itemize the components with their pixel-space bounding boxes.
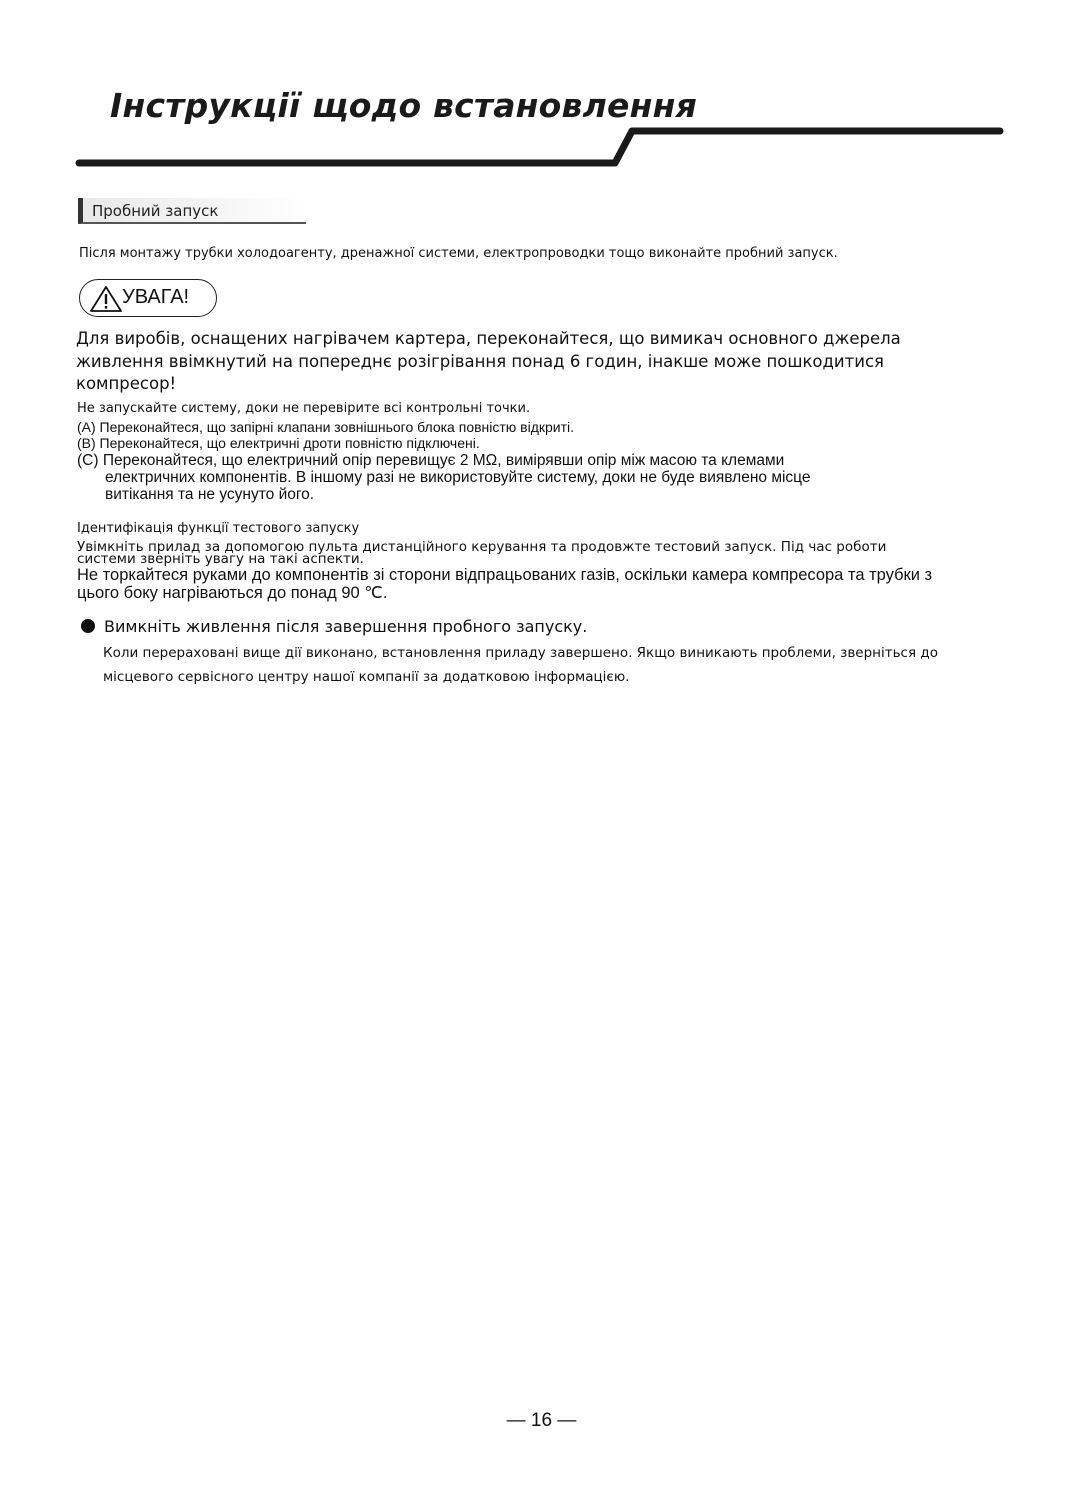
warning-line: Для виробів, оснащених нагрівачем картера, переконайтеся, що вимикач основного джерела [76,329,901,348]
warning-line: живлення ввімкнутий на попереднє розігрівання понад 6 годин, інакше може пошкодитися [76,351,884,371]
warning-label: УВАГА! [122,286,190,308]
test-function-text: системи зверніть увагу на такі аспекти. [77,551,364,567]
section-heading [78,198,306,224]
warning-triangle-icon [89,285,123,313]
title-rule [0,0,1083,200]
test-function-warning: цього боку нагріваються до понад 90 ℃. [77,584,388,602]
shutdown-bullet-text: Вимкніть живлення після завершення пробного запуску. [104,617,588,636]
test-function-warning: Не торкайтеся руками до компонентів зі сторони відпрацьованих газів, оскільки камера компресора та трубки з [77,566,933,584]
bullet-icon [81,619,95,633]
checklist-item-b: (В) Переконайтеся, що електричні дроти повністю підключені. [77,435,480,451]
shutdown-text: місцевого сервісного центру нашої компанії за додатковою інформацією. [103,669,630,685]
page-number: — 16 — [506,1410,577,1431]
checklist-intro: Не запускайте систему, доки не перевірите всі контрольні точки. [77,401,531,416]
test-function-heading: Ідентифікація функції тестового запуску [77,521,360,536]
warning-text [76,328,956,396]
checklist-item-c-cont: витікання та не усунуто його. [105,486,315,503]
checklist-item-c: (C) Переконайтеся, що електричний опір перевищує 2 MΩ, вимірявши опір між масою та клемами [77,452,785,469]
page-title: Інструкції щодо встановлення [110,86,697,125]
shutdown-text: Коли перераховані вище дії виконано, встановлення приладу завершено. Якщо виникають проблеми, зверніться до [103,645,938,661]
checklist-item-c-cont: електричних компонентів. В іншому разі не використовуйте систему, доки не буде виявлено місце [105,469,811,486]
checklist-item-a: (А) Переконайтеся, що запірні клапани зовнішнього блока повністю відкриті. [77,419,575,435]
warning-badge [79,279,217,317]
test-function-text: Увімкніть прилад за допомогою пульта дистанційного керування та продовжте тестовий запуск. Під час роботи [77,539,887,555]
intro-text: Після монтажу трубки холодоагенту, дренажної системи, електропроводки тощо виконайте пробний запуск. [79,246,838,261]
warning-line: компресор! [76,374,177,393]
section-heading-label: Пробний запуск [92,202,219,220]
